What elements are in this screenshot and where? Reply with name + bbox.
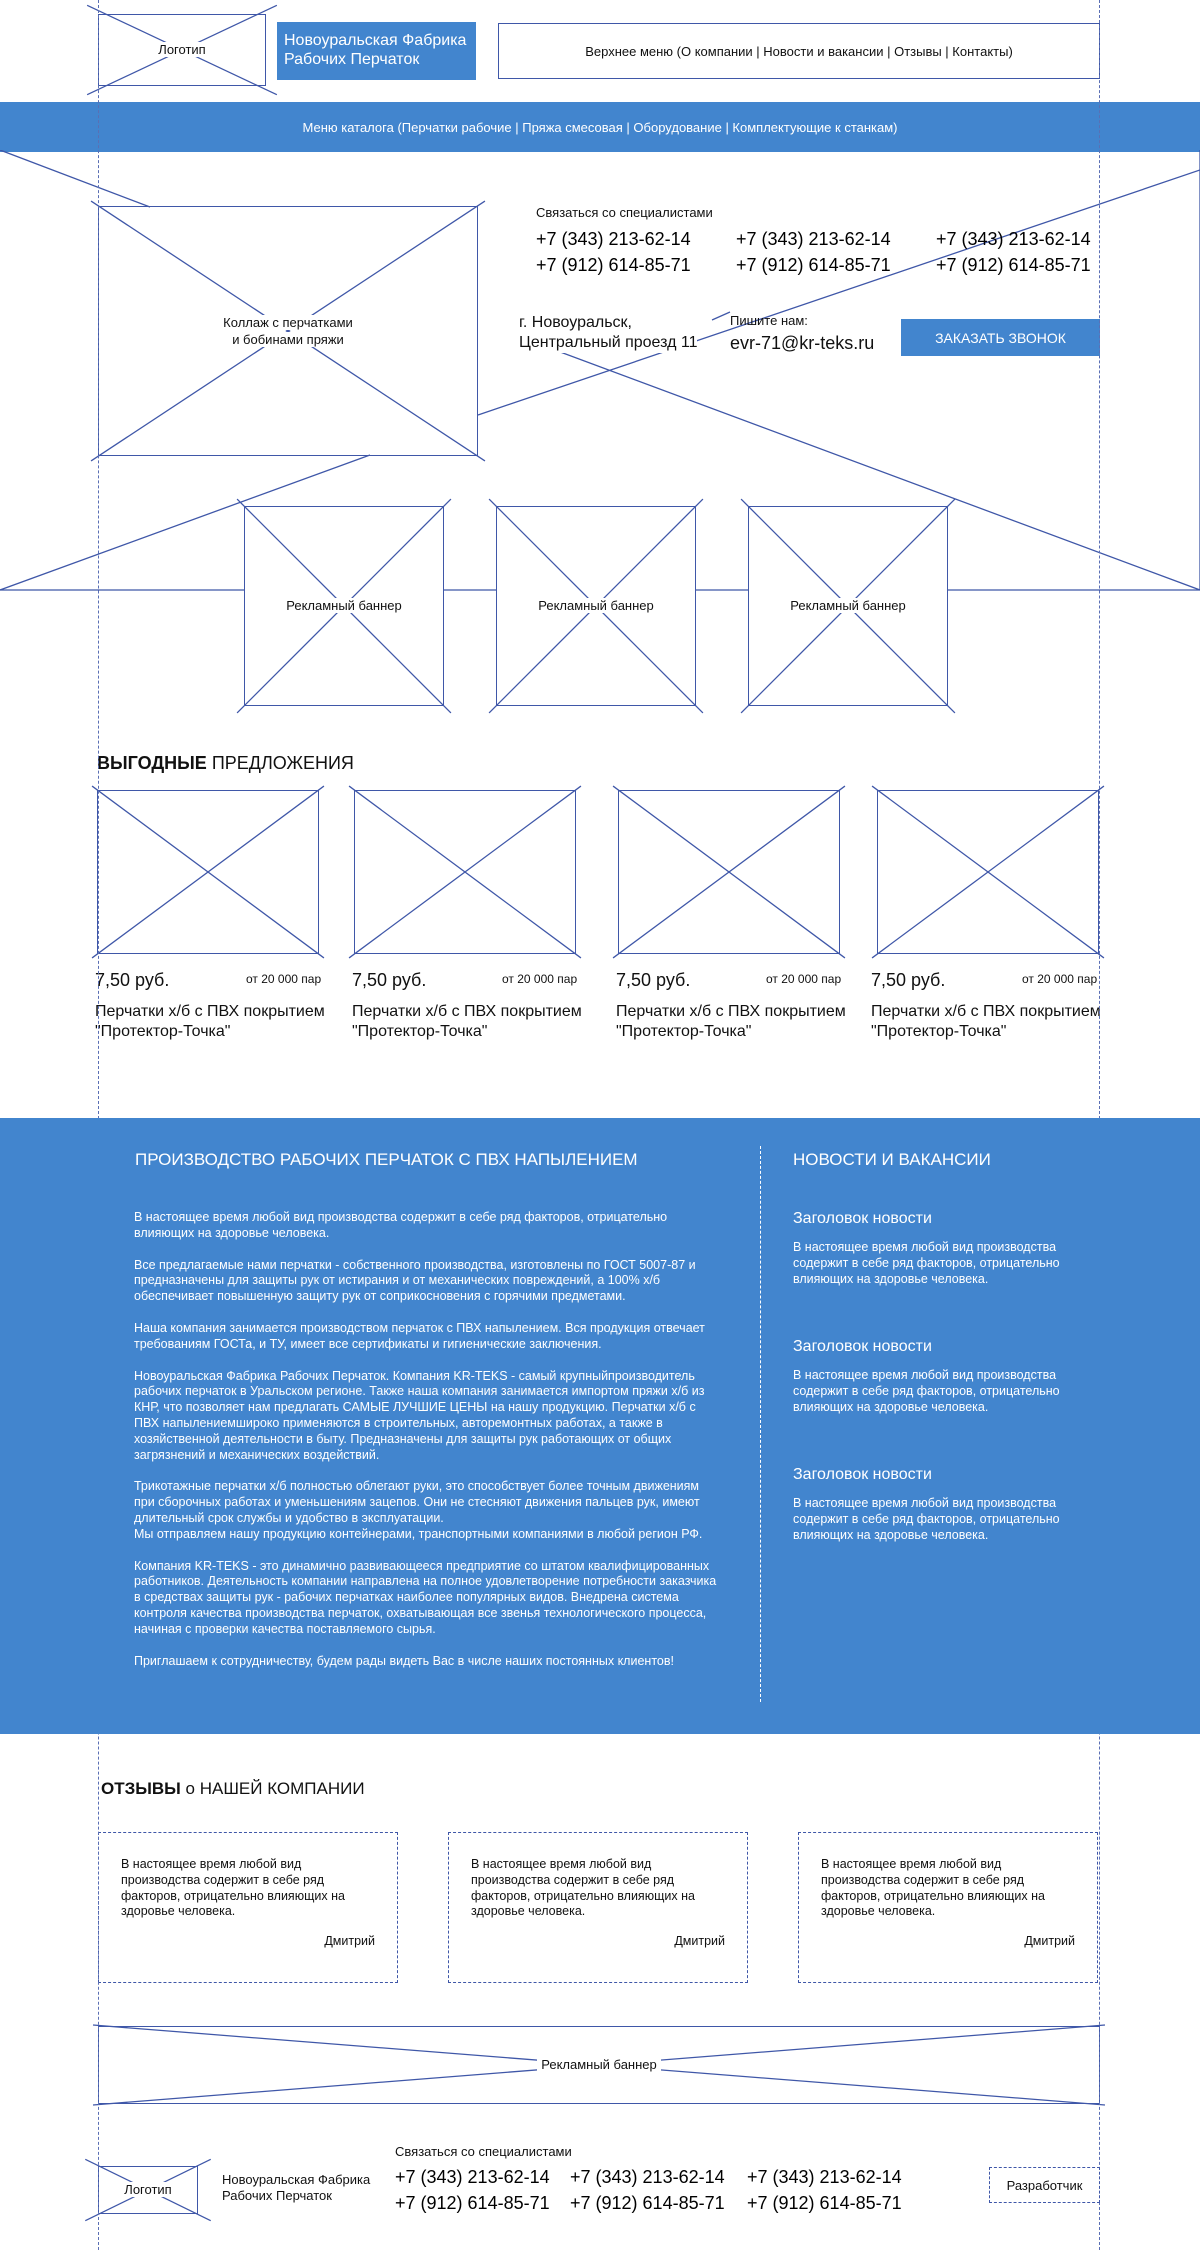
hero-phone-2a[interactable]: +7 (343) 213-62-14: [736, 229, 891, 249]
wide-ad-banner-label: Рекламный баннер: [537, 2057, 661, 2072]
offer-2-image[interactable]: [354, 790, 576, 954]
hero-email[interactable]: evr-71@kr-teks.ru: [730, 333, 875, 353]
offer-4-title-line2: "Протектор-Точка": [871, 1023, 1007, 1040]
catalog-menu-label[interactable]: Меню каталога (Перчатки рабочие | Пряжа смесовая | Оборудование | Комплектующие к станкам): [302, 119, 898, 135]
developer-link[interactable]: [989, 2167, 1100, 2203]
footer-phone-3a[interactable]: +7 (343) 213-62-14: [747, 2167, 902, 2187]
review-2-author: Дмитрий: [674, 1934, 725, 1949]
about-paragraph-3: Наша компания занимается производством перчаток с ПВХ напылением. Вся продукция отвечает требованиям ГОСТа, и ТУ, имеет все сертификаты и гигиенические заключения.: [134, 1320, 705, 1351]
news-item-1[interactable]: [793, 1210, 1083, 1338]
hero-address-line1: г. Новоуральск,: [519, 314, 632, 331]
hero-phone-2b[interactable]: +7 (912) 614-85-71: [736, 255, 891, 275]
collage-label-line1: Коллаж с перчатками: [219, 315, 357, 330]
about-news-section: [0, 1118, 1200, 1734]
offer-3-title-line2: "Протектор-Точка": [616, 1023, 752, 1040]
ad-banner-1-label: Рекламный баннер: [282, 598, 406, 613]
about-paragraph-4: Новоуральская Фабрика Рабочих Перчаток. Компания KR-TEKS - самый крупныйпроизводитель рабочих перчаток в Уральском регионе. Также наша компания занимается импортом пряжи х/б из КНР, что позволяет нам предлагать САМЫЕ ЛУЧШИЕ ЦЕНЫ на нашу продукцию. Перчатки х/б с ПВХ напылениемшироко применяются в строительных, авторемонтных работах, а также в хозяйственной деятельности в быту. Предназначены для защиты рук работающих от общих загрязнений и механических воздействий.: [134, 1368, 705, 1462]
hero-phone-group-3: [936, 226, 1091, 278]
footer-phone-2a[interactable]: +7 (343) 213-62-14: [570, 2167, 725, 2187]
offer-3-qty: от 20 000 пар: [766, 972, 842, 986]
reviews-title: [101, 1779, 365, 1799]
hero-phone-1b[interactable]: +7 (912) 614-85-71: [536, 255, 691, 275]
review-2-text: В настоящее время любой вид производства содержит в себе ряд факторов, отрицательно влияющих на здоровье человека.: [471, 1857, 695, 1919]
hero-phone-group-1: [536, 226, 691, 278]
hero-address: [519, 313, 697, 353]
news-item-3-title[interactable]: Заголовок новости: [793, 1466, 932, 1483]
callback-button-label[interactable]: ЗАКАЗАТЬ ЗВОНОК: [935, 329, 1066, 346]
review-card-3: [798, 1832, 1098, 1983]
ad-banner-2[interactable]: [496, 506, 696, 706]
about-text: [134, 1210, 721, 1685]
footer-logo-label: Логотип: [120, 2182, 175, 2197]
header-company-name-line1: Новоуральская Фабрика: [284, 32, 467, 49]
offer-1-title-line2: "Протектор-Точка": [95, 1023, 231, 1040]
footer-phone-2b[interactable]: +7 (912) 614-85-71: [570, 2193, 725, 2213]
footer-phone-group-3: [747, 2164, 902, 2216]
header-company-name-line2: Рабочих Перчаток: [284, 51, 420, 68]
offer-4-image[interactable]: [877, 790, 1099, 954]
offer-2-title[interactable]: [352, 1002, 592, 1042]
placeholder-cross-icon: [619, 791, 839, 953]
offers-title: [97, 753, 354, 774]
review-3-text: В настоящее время любой вид производства содержит в себе ряд факторов, отрицательно влияющих на здоровье человека.: [821, 1857, 1045, 1919]
about-title: ПРОИЗВОДСТВО РАБОЧИХ ПЕРЧАТОК С ПВХ НАПЫЛЕНИЕМ: [135, 1150, 638, 1169]
top-menu[interactable]: [498, 23, 1100, 79]
hero-phone-3a[interactable]: +7 (343) 213-62-14: [936, 229, 1091, 249]
about-paragraph-8: Приглашаем к сотрудничеству, будем рады видеть Вас в числе наших постоянных клиентов!: [134, 1653, 674, 1668]
offer-3-price: 7,50 руб.: [616, 970, 691, 990]
top-menu-label[interactable]: Верхнее меню (О компании | Новости и вакансии | Отзывы | Контакты): [585, 43, 1013, 59]
offer-card-2[interactable]: [354, 790, 584, 1050]
ad-banner-3-label: Рекламный баннер: [786, 598, 910, 613]
review-card-1: [98, 1832, 398, 1983]
ad-banner-2-label: Рекламный баннер: [534, 598, 658, 613]
offer-1-title[interactable]: [95, 1002, 335, 1042]
offer-4-title-line1: Перчатки х/б с ПВХ покрытием: [871, 1003, 1101, 1020]
about-paragraph-2: Все предлагаемые нами перчатки - собственного производства, изготовлены по ГОСТ 5007-87 и предназначены для защиты рук от истирания и от механических повреждений, а 100% х/б обеспечивает повышенную защиту рук от соприкосновения с горячими предметами.: [134, 1257, 696, 1304]
reviews-title-mid: о: [180, 1779, 200, 1798]
offer-4-price: 7,50 руб.: [871, 970, 946, 990]
wide-ad-banner[interactable]: [98, 2026, 1100, 2104]
offers-title-rest: ПРЕДЛОЖЕНИЯ: [206, 753, 354, 773]
offer-2-qty: от 20 000 пар: [502, 972, 578, 986]
offer-4-title[interactable]: [871, 1002, 1111, 1042]
offer-card-4[interactable]: [871, 790, 1107, 1050]
offer-2-title-line2: "Протектор-Точка": [352, 1023, 488, 1040]
news-item-3[interactable]: [793, 1466, 1083, 1543]
placeholder-cross-icon: [878, 791, 1098, 953]
offers-title-bold: ВЫГОДНЫЕ: [97, 753, 207, 773]
about-paragraph-7: Компания KR-TEKS - это динамично развивающееся предприятие со штатом квалифицированных работников. Деятельность компании направлена на полное удовлетворение потребности заказчика в средствах защиты рук - рабочих перчатках наиболее популярных видов. Внедрена система контроля качества производства перчаток, охватывающая все звенья технологического процесса, начиная с проверки качества поставляемого сырья.: [134, 1558, 717, 1636]
news-item-3-text: В настоящее время любой вид производства содержит в себе ряд факторов, отрицательно влияющих на здоровье человека.: [793, 1496, 1060, 1542]
hero-phone-1a[interactable]: +7 (343) 213-62-14: [536, 229, 691, 249]
footer-phone-1b[interactable]: +7 (912) 614-85-71: [395, 2193, 550, 2213]
reviews-title-bold: ОТЗЫВЫ: [101, 1779, 181, 1798]
header-logo-placeholder[interactable]: [98, 14, 266, 86]
footer-phone-3b[interactable]: +7 (912) 614-85-71: [747, 2193, 902, 2213]
developer-link-label[interactable]: Разработчик: [1006, 2177, 1083, 2193]
hero-collage-placeholder: [98, 206, 478, 456]
news-item-2-text: В настоящее время любой вид производства содержит в себе ряд факторов, отрицательно влияющих на здоровье человека.: [793, 1368, 1060, 1414]
review-1-author: Дмитрий: [324, 1934, 375, 1949]
ad-banner-3[interactable]: [748, 506, 948, 706]
about-paragraph-6: Мы отправляем нашу продукцию контейнерами, транспортными компаниями в любой регион РФ.: [134, 1526, 703, 1541]
footer-logo-placeholder[interactable]: [98, 2166, 198, 2214]
placeholder-cross-icon: [98, 791, 318, 953]
review-card-2: [448, 1832, 748, 1983]
footer-company-name-line2: Рабочих Перчаток: [222, 2188, 332, 2203]
reviews-title-rest: НАШЕЙ КОМПАНИИ: [199, 1779, 365, 1798]
catalog-menu-bar: [0, 102, 1200, 152]
offer-2-title-line1: Перчатки х/б с ПВХ покрытием: [352, 1003, 582, 1020]
offer-1-title-line1: Перчатки х/б с ПВХ покрытием: [95, 1003, 325, 1020]
review-1-text: В настоящее время любой вид производства содержит в себе ряд факторов, отрицательно влияющих на здоровье человека.: [121, 1857, 345, 1919]
footer-phone-1a[interactable]: +7 (343) 213-62-14: [395, 2167, 550, 2187]
about-paragraph-5: Трикотажные перчатки х/б полностью облегают руки, это способствует более точным движениям при сборочных работах и уменьшениям зацепов. Они не стесняют движения пальцев рук, имеют длительный срок службы и удобство в эксплуатации.: [134, 1479, 700, 1525]
header-logo-label: Логотип: [154, 42, 209, 57]
review-3-author: Дмитрий: [1024, 1934, 1075, 1949]
ad-banner-1[interactable]: [244, 506, 444, 706]
news-title: НОВОСТИ И ВАКАНСИИ: [793, 1150, 991, 1169]
news-item-1-title[interactable]: Заголовок новости: [793, 1210, 932, 1227]
header-company-name: [277, 22, 476, 80]
footer-phone-group-2: [570, 2164, 725, 2216]
offer-1-qty: от 20 000 пар: [246, 972, 322, 986]
offer-4-qty: от 20 000 пар: [1022, 972, 1098, 986]
callback-button[interactable]: [901, 319, 1100, 356]
footer-company-name-line1: Новоуральская Фабрика: [222, 2172, 371, 2187]
footer-contact-heading: Связаться со специалистами: [395, 2144, 572, 2159]
offer-1-image[interactable]: [97, 790, 319, 954]
hero-address-line2: Центральный проезд 11: [519, 334, 698, 351]
offer-3-title[interactable]: [616, 1002, 856, 1042]
hero-email-label: Пишите нам:: [730, 313, 808, 328]
offer-3-image[interactable]: [618, 790, 840, 954]
placeholder-cross-icon: [355, 791, 575, 953]
news-list: [793, 1210, 1083, 1543]
hero-phone-3b[interactable]: +7 (912) 614-85-71: [936, 255, 1091, 275]
about-paragraph-1: В настоящее время любой вид производства содержит в себе ряд факторов, отрицательно влияющих на здоровье человека.: [134, 1210, 668, 1240]
news-item-1-text: В настоящее время любой вид производства содержит в себе ряд факторов, отрицательно влияющих на здоровье человека.: [793, 1240, 1060, 1286]
footer-company-name: [222, 2172, 370, 2204]
news-item-2[interactable]: [793, 1338, 1083, 1466]
offer-card-1[interactable]: [97, 790, 327, 1050]
hero-phone-group-2: [736, 226, 891, 278]
offer-card-3[interactable]: [618, 790, 848, 1050]
news-item-2-title[interactable]: Заголовок новости: [793, 1338, 932, 1355]
footer-phone-group-1: [395, 2164, 550, 2216]
offer-3-title-line1: Перчатки х/б с ПВХ покрытием: [616, 1003, 846, 1020]
offer-2-price: 7,50 руб.: [352, 970, 427, 990]
section-divider: [760, 1146, 761, 1702]
hero-contact-heading: Связаться со специалистами: [536, 205, 713, 220]
offer-1-price: 7,50 руб.: [95, 970, 170, 990]
collage-label-line2: и бобинами пряжи: [228, 332, 348, 347]
